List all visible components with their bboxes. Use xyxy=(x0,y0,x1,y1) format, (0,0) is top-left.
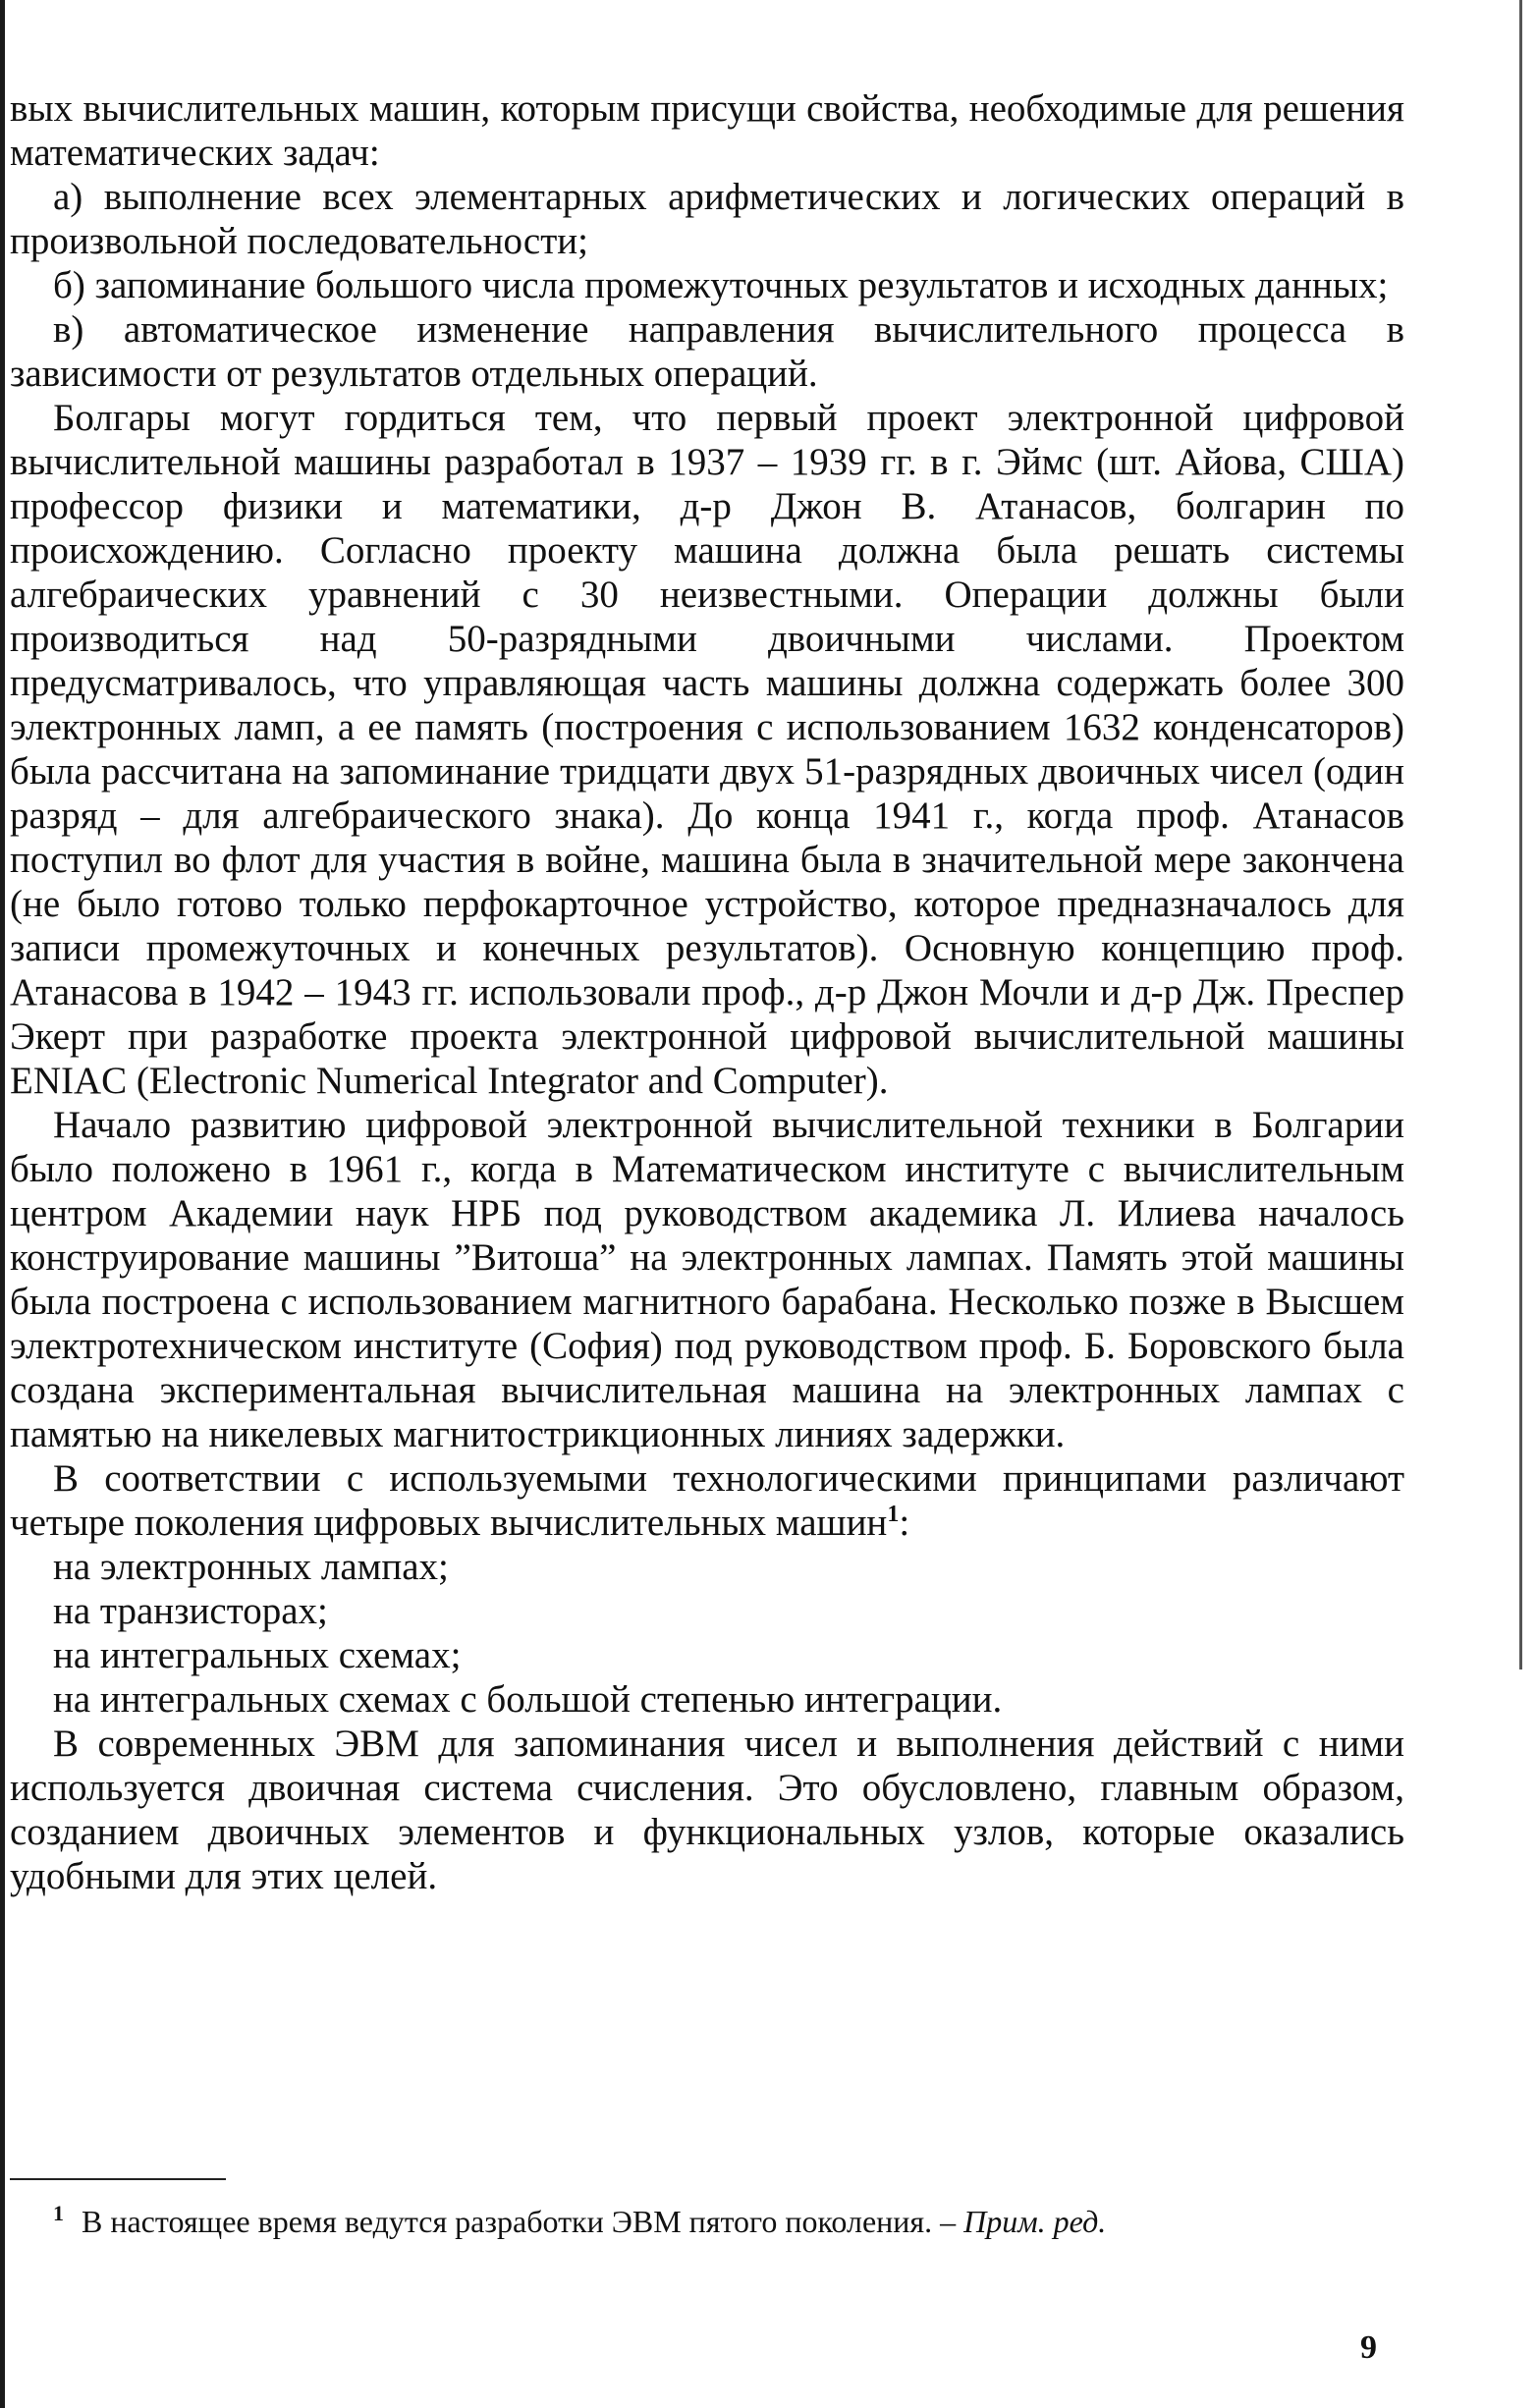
generations-intro: В соответствии с используемыми технологическими принципами различают четыре поколения цифровых вычислительных машин xyxy=(10,1457,1404,1544)
list-item-a: а) выполнение всех элементарных арифметических и логических операций в произвольной последовательности; xyxy=(10,176,1404,262)
footnote-text: В настоящее время ведутся разработки ЭВМ пятого поколения. – xyxy=(82,2204,964,2239)
footnote-divider xyxy=(10,2178,226,2180)
footnote-mark: 1 xyxy=(53,2201,64,2225)
generation-item: на транзисторах; xyxy=(53,1590,328,1632)
paragraph-binary: В современных ЭВМ для запоминания чисел и выполнения действий с ними используется двоичная система счисления. Это обусловлено, главным образом, созданием двоичных элементов и функциональных узлов, которые оказались удобными для этих целей. xyxy=(10,1723,1404,1897)
list-item-b: б) запоминание большого числа промежуточных результатов и исходных данных; xyxy=(53,264,1389,306)
generation-item: на интегральных схемах; xyxy=(53,1634,462,1676)
list-item-c: в) автоматическое изменение направления вычислительного процесса в зависимости от результатов отдельных операций. xyxy=(10,308,1404,395)
paragraph-atanasov: Болгары могут гордиться тем, что первый проект электронной цифровой вычислительной машины разработал в 1937 – 1939 гг. в г. Эймс (шт. Айова, США) профессор физики и математики, д-р Джон В. Атанасов, болгарин по происхождению. Согласно проекту машина должна была решать системы алгебраических уравнений с 30 неизвестными. Операции должны были производиться над 50-разрядными двоичными числами. Проектом предусматривалось, что управляющая часть машины должна содержать более 300 электронных ламп, а ее память (построения с использованием 1632 конденсаторов) была рассчитана на запоминание тридцати двух 51-разрядных двоичных чисел (один разряд – для алгебраического знака). До конца 1941 г., когда проф. Атанасов поступил во флот для участия в войне, машина была в значительной мере закончена (не было готово только перфокарточное устройство, которое предназначалось для записи промежуточных и конечных результатов). Основную концепцию проф. Атанасова в 1942 – 1943 гг. использовали проф., д-р Джон Мочли и д-р Дж. Преспер Экерт при разработке проекта электронной цифровой вычислительной машины ENIAC (Electronic Numerical Integrator and Computer). xyxy=(10,397,1404,1102)
footnote-reference: 1 xyxy=(887,1502,900,1527)
footnote-editor-note: Прим. ред. xyxy=(963,2204,1107,2239)
paragraph-bulgaria: Начало развитию цифровой электронной вычислительной техники в Болгарии было положено в 1961 г., когда в Математическом институте с вычислительным центром Академии наук НРБ под руководством академика Л. Илиева началось конструирование машины ”Витоша” на электронных лампах. Память этой машины была построена с использованием магнитного барабана. Несколько позже в Высшем электротехническом институте (София) под руководством проф. Б. Боровского была создана экспериментальная вычислительная машина на электронных лампах с памятью на никелевых магнитострикционных линиях задержки. xyxy=(10,1104,1404,1455)
page-body xyxy=(10,86,1404,1898)
footnote xyxy=(53,2202,1389,2245)
generation-item: на интегральных схемах с большой степенью интеграции. xyxy=(53,1678,1003,1721)
scan-border-right xyxy=(1519,0,1522,1669)
generations-colon: : xyxy=(899,1502,910,1544)
paragraph-intro: вых вычислительных машин, которым присущи свойства, необходимые для решения математических задач: xyxy=(10,87,1404,174)
paragraph-generations xyxy=(10,1456,1404,1545)
scan-border-left xyxy=(0,0,5,2408)
generation-item: на электронных лампах; xyxy=(53,1546,449,1588)
page-number: 9 xyxy=(1360,2329,1377,2366)
